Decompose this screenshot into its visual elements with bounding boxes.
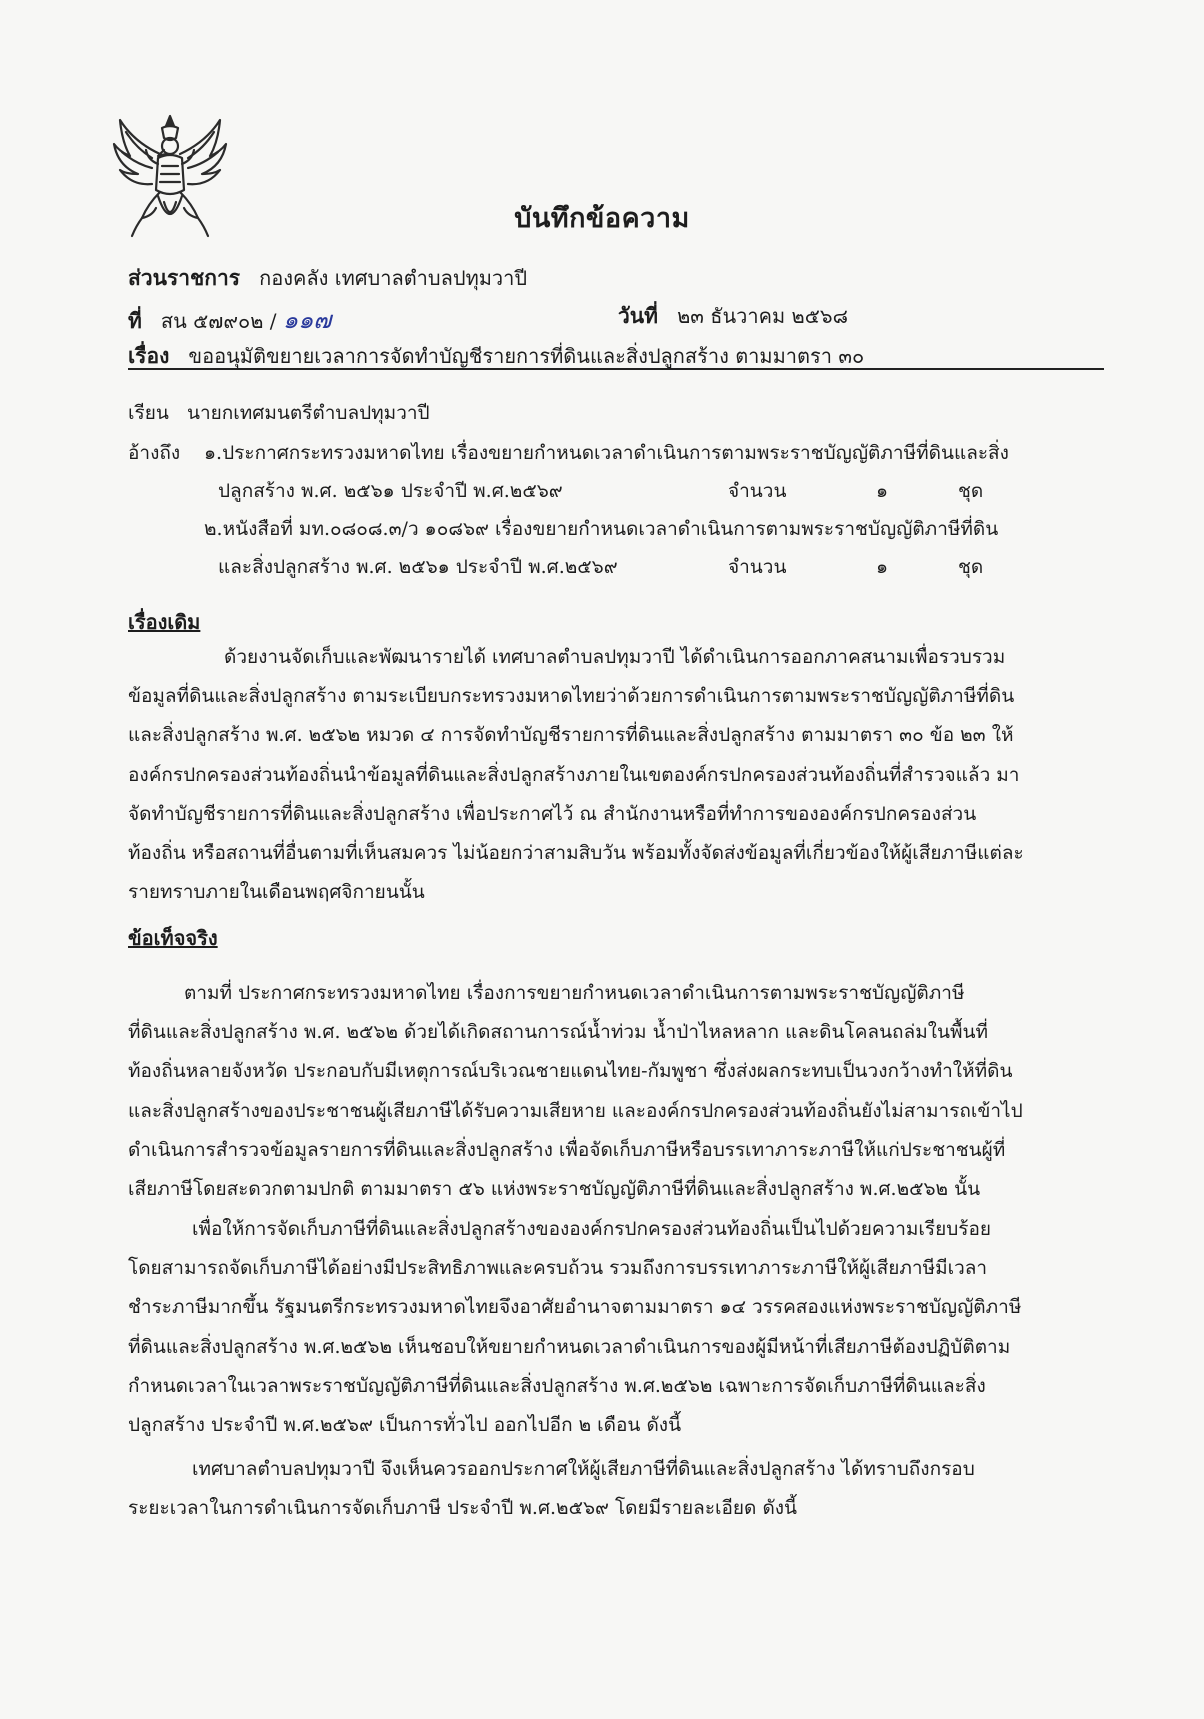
reference-1-qty: ๑ — [876, 480, 889, 502]
reference-2-line2: และสิ่งปลูกสร้าง พ.ศ. ๒๕๖๑ ประจำปี พ.ศ.๒๕๖๙ — [218, 556, 618, 578]
agency-line — [128, 262, 527, 295]
background-line-5: จัดทำบัญชีรายการที่ดินและสิ่งปลูกสร้าง เพื่อประกาศไว้ ณ สำนักงานหรือที่ทำการขององค์กรปกครองส่วน — [128, 802, 977, 825]
reference-2-line1: ๒.หนังสือที่ มท.๐๘๐๘.๓/ว ๑๐๘๖๙ เรื่องขยายกำหนดเวลาดำเนินการตามพระราชบัญญัติภาษีที่ดิน — [204, 518, 999, 540]
document-title: บันทึกข้อความ — [514, 203, 690, 234]
to-value: นายกเทศมนตรีตำบลปทุมวาปี — [186, 402, 430, 424]
facts-p2-line-6: ปลูกสร้าง ประจำปี พ.ศ.๒๕๖๙ เป็นการทั่วไป ออกไปอีก ๒ เดือน ดังนี้ — [128, 1414, 682, 1437]
background-paragraph — [128, 638, 1104, 912]
background-heading: เรื่องเดิม — [128, 610, 201, 634]
facts-p2-line-2: โดยสามารถจัดเก็บภาษีได้อย่างมีประสิทธิภาพและครบถ้วน รวมถึงการบรรเทาภาระภาษีให้ผู้เสียภาษีมีเวลา — [128, 1257, 988, 1280]
facts-p1-line-4: และสิ่งปลูกสร้างของประชาชนผู้เสียภาษีได้รับความเสียหาย และองค์กรปกครองส่วนท้องถิ่นยังไม่สามารถเข้าไป — [128, 1099, 1023, 1122]
facts-p2-line-3: ชำระภาษีมากขึ้น รัฐมนตรีกระทรวงมหาดไทยจึงอาศัยอำนาจตามมาตรา ๑๔ วรรคสองแห่งพระราชบัญญัติภาษี — [128, 1296, 1022, 1319]
facts-paragraph-1 — [128, 974, 1104, 1209]
facts-p1-line-3: ท้องถิ่นหลายจังหวัด ประกอบกับมีเหตุการณ์บริเวณชายแดนไทย-กัมพูชา ซึ่งส่งผลกระทบเป็นวงกว้างทำให้ที่ดิน — [128, 1060, 1013, 1083]
reference-2-qty-label: จำนวน — [728, 556, 787, 578]
facts-heading: ข้อเท็จจริง — [128, 926, 218, 950]
facts-p2-line-4: ที่ดินและสิ่งปลูกสร้าง พ.ศ.๒๕๖๒ เห็นชอบให้ขยายกำหนดเวลาดำเนินการของผู้มีหน้าที่เสียภาษีต้องปฏิบัติตาม — [128, 1335, 1011, 1358]
reference-number-line — [128, 300, 331, 339]
date-line — [618, 300, 848, 333]
facts-p1-line-5: ดำเนินการสำรวจข้อมูลรายการที่ดินและสิ่งปลูกสร้าง เพื่อจัดเก็บภาษีหรือบรรเทาภาระภาษีให้แก่ประชาชนผู้ที่ — [128, 1138, 1006, 1161]
reference-1-line1: ๑.ประกาศกระทรวงมหาดไทย เรื่องขยายกำหนดเวลาดำเนินการตามพระราชบัญญัติภาษีที่ดินและสิ่ง — [204, 442, 1009, 464]
background-line-1: ด้วยงานจัดเก็บและพัฒนารายได้ เทศบาลตำบลปทุมวาปี ได้ดำเนินการออกภาคสนามเพื่อรวบรวม — [224, 646, 1006, 668]
facts-p1-line-6: เสียภาษีโดยสะดวกตามปกติ ตามมาตรา ๕๖ แห่งพระราชบัญญัติภาษีที่ดินและสิ่งปลูกสร้าง พ.ศ.๒๕๖๒ นั้น — [128, 1178, 981, 1201]
background-line-4: องค์กรปกครองส่วนท้องถิ่นนำข้อมูลที่ดินและสิ่งปลูกสร้างภายในเขตองค์กรปกครองส่วนท้องถิ่นที่สำรวจแล้ว มา — [128, 763, 1020, 786]
facts-p1-line-2: ที่ดินและสิ่งปลูกสร้าง พ.ศ. ๒๕๖๒ ด้วยได้เกิดสถานการณ์น้ำท่วม น้ำป่าไหลหลาก และดินโคลนถล่มในพื้นที่ — [128, 1021, 989, 1044]
agency-label: ส่วนราชการ — [128, 265, 241, 290]
background-line-3: และสิ่งปลูกสร้าง พ.ศ. ๒๕๖๒ หมวด ๔ การจัดทำบัญชีรายการที่ดินและสิ่งปลูกสร้าง ตามมาตรา ๓๐ ข้อ ๒๓ ให้ — [128, 724, 1014, 747]
ref-label: ที่ — [128, 308, 142, 333]
background-line-2: ข้อมูลที่ดินและสิ่งปลูกสร้าง ตามระเบียบกระทรวงมหาดไทยว่าด้วยการดำเนินการตามพระราชบัญญัติภาษีที่ดิน — [128, 685, 1015, 708]
reference-2-qty: ๑ — [876, 556, 889, 578]
date-value: ๒๓ ธันวาคม ๒๕๖๘ — [677, 304, 848, 328]
references-label: อ้างถึง — [128, 442, 181, 464]
background-line-7: รายทราบภายในเดือนพฤศจิกายนนั้น — [128, 881, 425, 904]
facts-p3-line-2: ระยะเวลาในการดำเนินการจัดเก็บภาษี ประจำปี พ.ศ.๒๕๖๙ โดยมีรายละเอียด ดังนี้ — [128, 1497, 798, 1520]
subject-label: เรื่อง — [128, 343, 170, 368]
facts-paragraph-2 — [128, 1210, 1104, 1445]
to-label: เรียน — [128, 402, 169, 424]
date-label: วันที่ — [618, 303, 658, 328]
subject-value: ขออนุมัติขยายเวลาการจัดทำบัญชีรายการที่ดินและสิ่งปลูกสร้าง ตามมาตรา ๓๐ — [188, 344, 865, 368]
reference-1-unit: ชุด — [958, 480, 984, 502]
agency-value: กองคลัง เทศบาลตำบลปทุมวาปี — [259, 266, 528, 290]
facts-p2-line-1: เพื่อให้การจัดเก็บภาษีที่ดินและสิ่งปลูกสร้างขององค์กรปกครองส่วนท้องถิ่นเป็นไปด้วยความเรียบร้อย — [192, 1218, 992, 1240]
facts-p1-line-1: ตามที่ ประกาศกระทรวงมหาดไทย เรื่องการขยายกำหนดเวลาดำเนินการตามพระราชบัญญัติภาษี — [184, 982, 965, 1004]
header-divider — [128, 368, 1104, 370]
ref-value: สน ๕๗๙๐๒ / — [160, 309, 277, 333]
background-line-6: ท้องถิ่น หรือสถานที่อื่นตามที่เห็นสมควร ไม่น้อยกว่าสามสิบวัน พร้อมทั้งจัดส่งข้อมูลที่เกี่ยวข้องให้ผู้เสียภาษีแต่ละ — [128, 842, 1024, 865]
facts-paragraph-3 — [128, 1450, 1104, 1528]
to-line — [128, 398, 430, 428]
handwritten-ref-number: ๑๑๗ — [282, 306, 332, 334]
reference-2-unit: ชุด — [958, 556, 984, 578]
facts-p3-line-1: เทศบาลตำบลปทุมวาปี จึงเห็นควรออกประกาศให้ผู้เสียภาษีที่ดินและสิ่งปลูกสร้าง ได้ทราบถึงกรอบ — [192, 1458, 975, 1480]
facts-p2-line-5: กำหนดเวลาในเวลาพระราชบัญญัติภาษีที่ดินและสิ่งปลูกสร้าง พ.ศ.๒๕๖๒ เฉพาะการจัดเก็บภาษีที่ดินและสิ่ง — [128, 1374, 986, 1397]
reference-1-line2: ปลูกสร้าง พ.ศ. ๒๕๖๑ ประจำปี พ.ศ.๒๕๖๙ — [218, 480, 563, 502]
reference-1-qty-label: จำนวน — [728, 480, 787, 502]
